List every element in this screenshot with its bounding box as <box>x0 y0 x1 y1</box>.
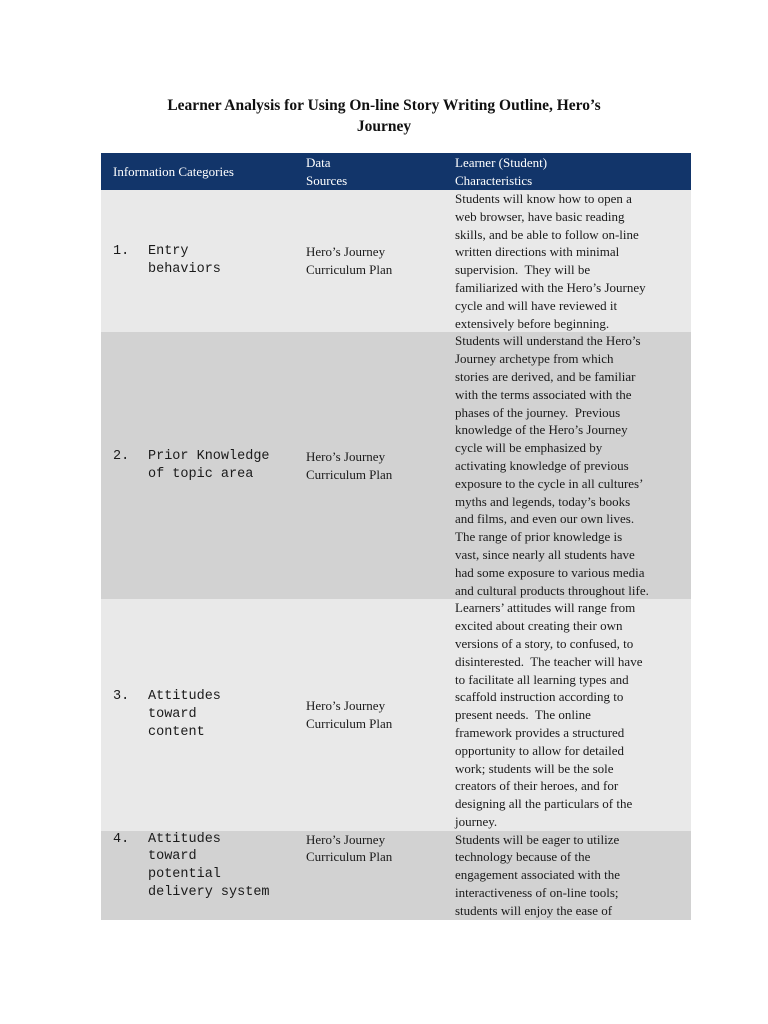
characteristics-cell <box>443 831 691 920</box>
characteristics-line: web browser, have basic reading <box>455 208 625 224</box>
document-title <box>100 95 668 137</box>
header-learner-characteristics <box>443 153 691 190</box>
characteristics-line: journey. <box>455 813 498 829</box>
characteristics-cell <box>443 190 691 332</box>
header-data-sources <box>298 153 443 190</box>
characteristics-line: present needs. The online <box>455 707 591 723</box>
characteristics-line: exposure to the cycle in all cultures’ <box>455 475 644 491</box>
characteristics-line: scaffold instruction according to <box>455 689 624 705</box>
row-number: 1. <box>113 244 130 260</box>
title-line-2: Journey <box>356 118 412 135</box>
characteristics-line: interactiveness of on-line tools; <box>455 885 619 901</box>
row-number: 4. <box>113 831 130 847</box>
data-source-cell <box>298 831 443 920</box>
category-line: toward <box>148 849 197 865</box>
data-source-cell <box>298 332 443 599</box>
characteristics-line: supervision. They will be <box>455 262 591 278</box>
characteristics-line: cycle and will have reviewed it <box>455 297 618 313</box>
header-characteristics-line-2: Characteristics <box>455 172 533 188</box>
characteristics-line: skills, and be able to follow on-line <box>455 226 639 242</box>
table-row-attitudes-content <box>101 599 691 830</box>
header-information-categories: Information Categories <box>113 163 234 179</box>
category-line: delivery system <box>148 885 270 901</box>
category-line: toward <box>148 707 197 723</box>
table-row-entry-behaviors <box>101 190 691 332</box>
category-cell <box>101 190 298 332</box>
characteristics-line: excited about creating their own <box>455 618 623 634</box>
learner-analysis-table <box>101 153 691 920</box>
characteristics-line: to facilitate all learning types and <box>455 671 629 687</box>
characteristics-line: knowledge of the Hero’s Journey <box>455 422 628 438</box>
category-line: content <box>148 724 205 740</box>
category-cell <box>101 599 298 830</box>
category-cell <box>101 831 298 920</box>
table-row-prior-knowledge <box>101 332 691 599</box>
characteristics-line: disinterested. The teacher will have <box>455 653 643 669</box>
characteristics-line: vast, since nearly all students have <box>455 546 635 562</box>
source-line: Curriculum Plan <box>306 262 393 278</box>
table-row-attitudes-delivery <box>101 831 691 920</box>
characteristics-line: with the terms associated with the <box>455 386 632 402</box>
characteristics-line: opportunity to allow for detailed <box>455 742 624 758</box>
characteristics-line: framework provides a structured <box>455 724 625 740</box>
category-label <box>148 448 298 484</box>
characteristics-cell <box>443 332 691 599</box>
category-line: potential <box>148 867 221 883</box>
characteristics-line: myths and legends, today’s books <box>455 493 631 509</box>
table-header-row <box>101 153 691 190</box>
source-line: Hero’s Journey <box>306 831 386 847</box>
row-number: 2. <box>113 449 130 465</box>
characteristics-line: Students will understand the Hero’s <box>455 333 641 349</box>
source-line: Hero’s Journey <box>306 244 386 260</box>
title-line-1: Learner Analysis for Using On-line Story Writing Outline, Hero’s <box>167 97 601 114</box>
characteristics-line: creators of their heroes, and for <box>455 778 619 794</box>
category-line: Attitudes <box>148 689 221 705</box>
characteristics-line: cycle will be emphasized by <box>455 440 603 456</box>
row-number: 3. <box>113 689 130 705</box>
source-line: Hero’s Journey <box>306 698 386 714</box>
source-line: Curriculum Plan <box>306 716 393 731</box>
characteristics-line: activating knowledge of previous <box>455 457 629 473</box>
data-source-cell <box>298 190 443 332</box>
source-line: Curriculum Plan <box>306 849 393 865</box>
source-line: Curriculum Plan <box>306 466 393 482</box>
category-line: behaviors <box>148 262 221 278</box>
category-label <box>148 688 298 741</box>
characteristics-line: designing all the particulars of the <box>455 796 633 812</box>
header-data-sources-line-2: Sources <box>306 172 348 188</box>
characteristics-line: had some exposure to various media <box>455 564 645 580</box>
characteristics-line: engagement associated with the <box>455 867 620 883</box>
data-source-cell <box>298 599 443 830</box>
characteristics-line: work; students will be the sole <box>455 760 614 776</box>
category-line: Attitudes <box>148 831 221 847</box>
header-characteristics-line-1: Learner (Student) <box>455 155 548 170</box>
characteristics-line: students will enjoy the ease of <box>455 902 613 918</box>
characteristics-line: stories are derived, and be familiar <box>455 368 636 384</box>
characteristics-line: familiarized with the Hero’s Journey <box>455 279 646 295</box>
characteristics-line: Students will be eager to utilize <box>455 831 620 847</box>
category-label <box>148 243 298 279</box>
characteristics-line: Students will know how to open a <box>455 191 632 206</box>
category-line: Prior Knowledge <box>148 449 270 465</box>
characteristics-line: and cultural products throughout life. <box>455 582 649 598</box>
category-cell <box>101 332 298 599</box>
source-line: Hero’s Journey <box>306 449 386 465</box>
characteristics-line: extensively before beginning. <box>455 315 610 331</box>
characteristics-line: phases of the journey. Previous <box>455 404 621 420</box>
characteristics-line: versions of a story, to confused, to <box>455 635 634 651</box>
characteristics-line: Journey archetype from which <box>455 351 614 367</box>
category-line: Entry <box>148 244 189 260</box>
characteristics-line: technology because of the <box>455 849 591 865</box>
characteristics-line: Learners’ attitudes will range from <box>455 600 636 616</box>
characteristics-cell <box>443 599 691 830</box>
characteristics-line: The range of prior knowledge is <box>455 529 623 545</box>
category-line: of topic area <box>148 466 254 482</box>
header-data-sources-line-1: Data <box>306 155 331 170</box>
characteristics-line: and films, and even our own lives. <box>455 511 635 527</box>
characteristics-line: written directions with minimal <box>455 244 620 260</box>
category-label <box>148 831 298 920</box>
